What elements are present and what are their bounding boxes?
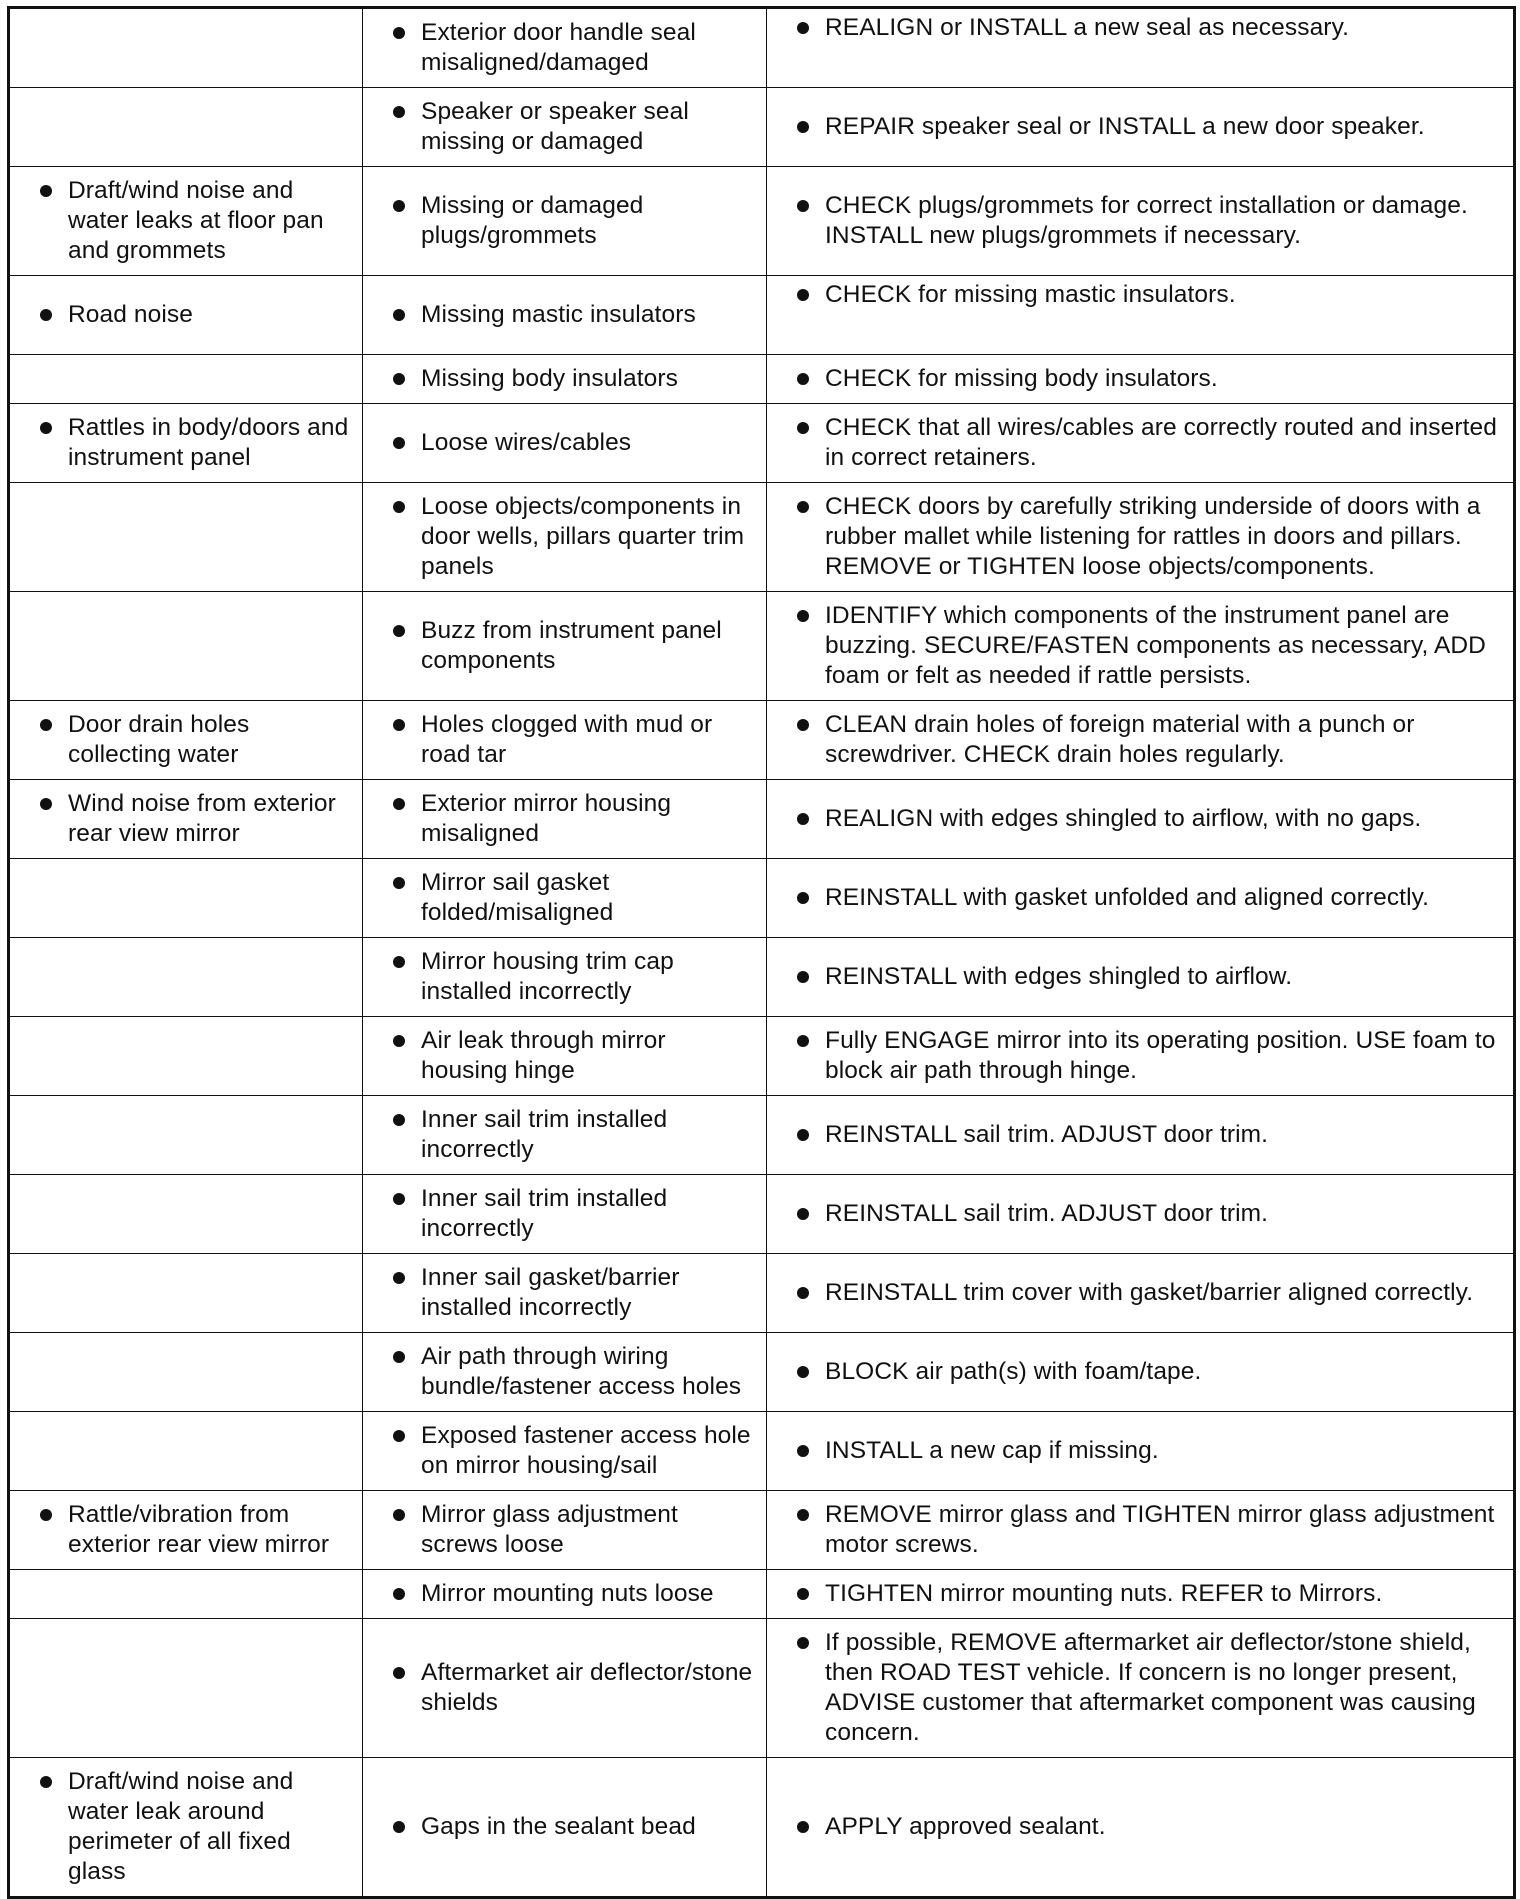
- symptom-cell: [9, 938, 363, 1017]
- action-text: REINSTALL sail trim. ADJUST door trim.: [825, 1200, 1269, 1227]
- bullet-icon: [393, 27, 405, 39]
- cause-item: [393, 1105, 758, 1165]
- bullet-icon: [393, 877, 405, 889]
- symptom-item: [40, 1767, 354, 1887]
- cause-item: [393, 616, 758, 676]
- action-item: [797, 191, 1505, 251]
- cause-text: Mirror housing trim cap installed incorrectly: [421, 948, 674, 1005]
- cause-cell: [363, 355, 767, 404]
- action-text: REMOVE mirror glass and TIGHTEN mirror glass adjustment motor screws.: [825, 1501, 1495, 1558]
- cause-item: [393, 428, 631, 458]
- cause-text: Holes clogged with mud or road tar: [421, 711, 713, 768]
- bullet-icon: [393, 1430, 405, 1442]
- action-cell: [767, 1017, 1515, 1096]
- cause-text: Loose objects/components in door wells, pillars quarter trim panels: [421, 493, 745, 580]
- symptom-cell: [9, 592, 363, 701]
- cause-item: [393, 868, 758, 928]
- action-item: [797, 112, 1425, 142]
- cause-item: [393, 191, 758, 251]
- table-row: [9, 1412, 1515, 1491]
- cause-cell: [363, 1333, 767, 1412]
- bullet-icon: [393, 798, 405, 810]
- table-row: [9, 167, 1515, 276]
- cause-cell: [363, 88, 767, 167]
- cause-text: Missing or damaged plugs/grommets: [421, 192, 644, 249]
- bullet-icon: [393, 200, 405, 212]
- action-text: CHECK doors by carefully striking underside of doors with a rubber mallet while listening for rattles in doors and pillars. REMOVE or TIGHTEN loose objects/components.: [825, 493, 1481, 580]
- symptom-cell: [9, 1570, 363, 1619]
- cause-text: Inner sail trim installed incorrectly: [421, 1185, 668, 1242]
- cause-item: [393, 1579, 714, 1609]
- symptom-cell: [9, 1412, 363, 1491]
- action-item: [797, 1199, 1268, 1229]
- bullet-icon: [797, 610, 809, 622]
- action-item: [797, 1628, 1505, 1748]
- cause-item: [393, 1658, 758, 1718]
- action-cell: [767, 1175, 1515, 1254]
- symptom-item: [40, 789, 354, 849]
- action-cell: [767, 1619, 1515, 1758]
- bullet-icon: [797, 1509, 809, 1521]
- cause-item: [393, 789, 758, 849]
- cause-text: Aftermarket air deflector/stone shields: [421, 1659, 753, 1716]
- symptom-item: [40, 176, 354, 266]
- symptom-cell: [9, 1758, 363, 1898]
- bullet-icon: [393, 1193, 405, 1205]
- action-item: [797, 1579, 1382, 1609]
- action-text: REINSTALL sail trim. ADJUST door trim.: [825, 1121, 1269, 1148]
- symptom-text: Rattles in body/doors and instrument panel: [68, 414, 349, 471]
- bullet-icon: [393, 719, 405, 731]
- bullet-icon: [797, 1287, 809, 1299]
- cause-item: [393, 300, 696, 330]
- table-row: [9, 1254, 1515, 1333]
- symptom-cell: [9, 355, 363, 404]
- cause-item: [393, 364, 678, 394]
- bullet-icon: [797, 501, 809, 513]
- symptom-cell: [9, 1333, 363, 1412]
- bullet-icon: [797, 1208, 809, 1220]
- symptom-cell: [9, 1491, 363, 1570]
- symptom-item: [40, 1500, 354, 1560]
- table-row: [9, 355, 1515, 404]
- symptom-cell: [9, 88, 363, 167]
- action-cell: [767, 780, 1515, 859]
- table-row: [9, 1175, 1515, 1254]
- cause-item: [393, 97, 758, 157]
- action-cell: [767, 88, 1515, 167]
- action-text: REPAIR speaker seal or INSTALL a new door speaker.: [825, 113, 1425, 140]
- cause-text: Exposed fastener access hole on mirror housing/sail: [421, 1422, 751, 1479]
- cause-item: [393, 710, 758, 770]
- cause-cell: [363, 167, 767, 276]
- symptom-item: [40, 300, 193, 330]
- cause-cell: [363, 592, 767, 701]
- cause-text: Mirror glass adjustment screws loose: [421, 1501, 678, 1558]
- bullet-icon: [393, 106, 405, 118]
- bullet-icon: [797, 200, 809, 212]
- cause-text: Buzz from instrument panel components: [421, 617, 722, 674]
- action-cell: [767, 355, 1515, 404]
- bullet-icon: [40, 185, 52, 197]
- bullet-icon: [797, 971, 809, 983]
- bullet-icon: [393, 501, 405, 513]
- cause-text: Mirror sail gasket folded/misaligned: [421, 869, 614, 926]
- action-item: [797, 1278, 1473, 1308]
- action-cell: [767, 8, 1515, 88]
- action-text: REALIGN with edges shingled to airflow, with no gaps.: [825, 805, 1422, 832]
- cause-item: [393, 1812, 696, 1842]
- cause-cell: [363, 1412, 767, 1491]
- cause-cell: [363, 780, 767, 859]
- cause-item: [393, 492, 758, 582]
- bullet-icon: [797, 1129, 809, 1141]
- cause-item: [393, 1342, 758, 1402]
- action-text: CHECK for missing mastic insulators.: [825, 281, 1236, 308]
- bullet-icon: [797, 1821, 809, 1833]
- cause-item: [393, 1026, 758, 1086]
- symptom-item: [40, 413, 354, 473]
- bullet-icon: [393, 1035, 405, 1047]
- diagnosis-table: [7, 6, 1516, 1899]
- symptom-text: Road noise: [68, 301, 193, 328]
- action-item: [797, 601, 1505, 691]
- action-text: TIGHTEN mirror mounting nuts. REFER to Mirrors.: [825, 1580, 1383, 1607]
- cause-cell: [363, 8, 767, 88]
- symptom-cell: [9, 780, 363, 859]
- action-cell: [767, 1412, 1515, 1491]
- action-item: [797, 883, 1429, 913]
- action-item: [797, 13, 1349, 43]
- action-item: [797, 1120, 1268, 1150]
- bullet-icon: [393, 1272, 405, 1284]
- action-cell: [767, 276, 1515, 355]
- bullet-icon: [40, 1509, 52, 1521]
- cause-text: Missing mastic insulators: [421, 301, 696, 328]
- action-text: APPLY approved sealant.: [825, 1813, 1106, 1840]
- action-cell: [767, 1491, 1515, 1570]
- action-text: IDENTIFY which components of the instrument panel are buzzing. SECURE/FASTEN components as necessary, ADD foam or felt as needed if rattle persists.: [825, 602, 1486, 689]
- bullet-icon: [393, 373, 405, 385]
- symptom-cell: [9, 1254, 363, 1333]
- cause-text: Gaps in the sealant bead: [421, 1813, 696, 1840]
- cause-item: [393, 1184, 758, 1244]
- action-item: [797, 962, 1292, 992]
- cause-item: [393, 1421, 758, 1481]
- action-text: CHECK for missing body insulators.: [825, 365, 1218, 392]
- table-row: [9, 88, 1515, 167]
- action-cell: [767, 404, 1515, 483]
- cause-text: Exterior mirror housing misaligned: [421, 790, 672, 847]
- bullet-icon: [797, 1445, 809, 1457]
- action-cell: [767, 859, 1515, 938]
- action-text: If possible, REMOVE aftermarket air deflector/stone shield, then ROAD TEST vehicle. If concern is no longer present, ADVISE customer that aftermarket component was causing concern.: [825, 1629, 1476, 1746]
- bullet-icon: [393, 1821, 405, 1833]
- table-row: [9, 276, 1515, 355]
- cause-text: Mirror mounting nuts loose: [421, 1580, 714, 1607]
- symptom-cell: [9, 1175, 363, 1254]
- cause-item: [393, 1500, 758, 1560]
- action-text: Fully ENGAGE mirror into its operating position. USE foam to block air path through hinge.: [825, 1027, 1496, 1084]
- cause-cell: [363, 1175, 767, 1254]
- cause-cell: [363, 938, 767, 1017]
- bullet-icon: [797, 373, 809, 385]
- bullet-icon: [797, 813, 809, 825]
- action-item: [797, 413, 1505, 473]
- cause-cell: [363, 701, 767, 780]
- bullet-icon: [797, 1637, 809, 1649]
- action-text: REINSTALL with gasket unfolded and aligned correctly.: [825, 884, 1430, 911]
- table-row: [9, 8, 1515, 88]
- table-row: [9, 404, 1515, 483]
- symptom-text: Door drain holes collecting water: [68, 711, 250, 768]
- action-item: [797, 804, 1421, 834]
- diagnosis-table-body: [9, 8, 1515, 1898]
- cause-cell: [363, 1758, 767, 1898]
- action-text: REINSTALL with edges shingled to airflow.: [825, 963, 1293, 990]
- bullet-icon: [40, 422, 52, 434]
- symptom-cell: [9, 1017, 363, 1096]
- bullet-icon: [393, 1588, 405, 1600]
- action-text: REALIGN or INSTALL a new seal as necessary.: [825, 14, 1350, 41]
- bullet-icon: [797, 121, 809, 133]
- symptom-cell: [9, 1619, 363, 1758]
- symptom-cell: [9, 1096, 363, 1175]
- bullet-icon: [797, 422, 809, 434]
- action-item: [797, 710, 1505, 770]
- action-text: INSTALL a new cap if missing.: [825, 1437, 1159, 1464]
- action-cell: [767, 167, 1515, 276]
- symptom-cell: [9, 701, 363, 780]
- table-row: [9, 1491, 1515, 1570]
- bullet-icon: [797, 289, 809, 301]
- bullet-icon: [393, 956, 405, 968]
- cause-text: Air leak through mirror housing hinge: [421, 1027, 666, 1084]
- action-cell: [767, 701, 1515, 780]
- cause-text: Missing body insulators: [421, 365, 678, 392]
- action-item: [797, 1357, 1201, 1387]
- bullet-icon: [393, 1509, 405, 1521]
- action-cell: [767, 1758, 1515, 1898]
- bullet-icon: [797, 1366, 809, 1378]
- bullet-icon: [393, 1667, 405, 1679]
- table-row: [9, 859, 1515, 938]
- table-row: [9, 483, 1515, 592]
- cause-cell: [363, 404, 767, 483]
- cause-text: Air path through wiring bundle/fastener access holes: [421, 1343, 742, 1400]
- cause-cell: [363, 1619, 767, 1758]
- table-row: [9, 701, 1515, 780]
- action-item: [797, 280, 1236, 310]
- cause-cell: [363, 276, 767, 355]
- action-item: [797, 364, 1218, 394]
- bullet-icon: [393, 437, 405, 449]
- action-cell: [767, 592, 1515, 701]
- action-cell: [767, 938, 1515, 1017]
- table-row: [9, 1570, 1515, 1619]
- bullet-icon: [393, 625, 405, 637]
- action-text: CHECK that all wires/cables are correctly routed and inserted in correct retainers.: [825, 414, 1497, 471]
- bullet-icon: [797, 22, 809, 34]
- cause-text: Inner sail gasket/barrier installed incorrectly: [421, 1264, 680, 1321]
- action-text: BLOCK air path(s) with foam/tape.: [825, 1358, 1202, 1385]
- cause-item: [393, 1263, 758, 1323]
- symptom-cell: [9, 8, 363, 88]
- symptom-cell: [9, 167, 363, 276]
- table-row: [9, 1758, 1515, 1898]
- cause-text: Loose wires/cables: [421, 429, 632, 456]
- cause-cell: [363, 1096, 767, 1175]
- symptom-cell: [9, 404, 363, 483]
- action-cell: [767, 1096, 1515, 1175]
- bullet-icon: [40, 1776, 52, 1788]
- action-text: CLEAN drain holes of foreign material with a punch or screwdriver. CHECK drain holes regularly.: [825, 711, 1415, 768]
- action-item: [797, 1026, 1505, 1086]
- symptom-cell: [9, 483, 363, 592]
- table-row: [9, 1017, 1515, 1096]
- action-cell: [767, 1570, 1515, 1619]
- bullet-icon: [797, 892, 809, 904]
- cause-item: [393, 18, 758, 78]
- action-cell: [767, 1254, 1515, 1333]
- table-row: [9, 938, 1515, 1017]
- symptom-cell: [9, 276, 363, 355]
- bullet-icon: [40, 309, 52, 321]
- action-item: [797, 492, 1505, 582]
- cause-cell: [363, 1491, 767, 1570]
- symptom-text: Draft/wind noise and water leaks at floor pan and grommets: [68, 177, 324, 264]
- table-row: [9, 1333, 1515, 1412]
- symptom-cell: [9, 859, 363, 938]
- cause-cell: [363, 859, 767, 938]
- table-row: [9, 780, 1515, 859]
- bullet-icon: [797, 1588, 809, 1600]
- symptom-text: Rattle/vibration from exterior rear view mirror: [68, 1501, 330, 1558]
- bullet-icon: [393, 309, 405, 321]
- symptom-item: [40, 710, 354, 770]
- table-row: [9, 1096, 1515, 1175]
- action-text: CHECK plugs/grommets for correct installation or damage. INSTALL new plugs/grommets if necessary.: [825, 192, 1468, 249]
- bullet-icon: [393, 1114, 405, 1126]
- action-text: REINSTALL trim cover with gasket/barrier aligned correctly.: [825, 1279, 1474, 1306]
- cause-text: Exterior door handle seal misaligned/damaged: [421, 19, 696, 76]
- bullet-icon: [40, 719, 52, 731]
- action-item: [797, 1500, 1505, 1560]
- cause-cell: [363, 1017, 767, 1096]
- action-cell: [767, 483, 1515, 592]
- action-item: [797, 1436, 1159, 1466]
- bullet-icon: [393, 1351, 405, 1363]
- symptom-text: Draft/wind noise and water leak around perimeter of all fixed glass: [68, 1768, 294, 1885]
- action-item: [797, 1812, 1106, 1842]
- bullet-icon: [40, 798, 52, 810]
- bullet-icon: [797, 719, 809, 731]
- cause-text: Speaker or speaker seal missing or damaged: [421, 98, 689, 155]
- cause-cell: [363, 1570, 767, 1619]
- bullet-icon: [797, 1035, 809, 1047]
- table-row: [9, 592, 1515, 701]
- cause-cell: [363, 483, 767, 592]
- cause-item: [393, 947, 758, 1007]
- action-cell: [767, 1333, 1515, 1412]
- cause-text: Inner sail trim installed incorrectly: [421, 1106, 668, 1163]
- symptom-text: Wind noise from exterior rear view mirror: [68, 790, 336, 847]
- cause-cell: [363, 1254, 767, 1333]
- table-row: [9, 1619, 1515, 1758]
